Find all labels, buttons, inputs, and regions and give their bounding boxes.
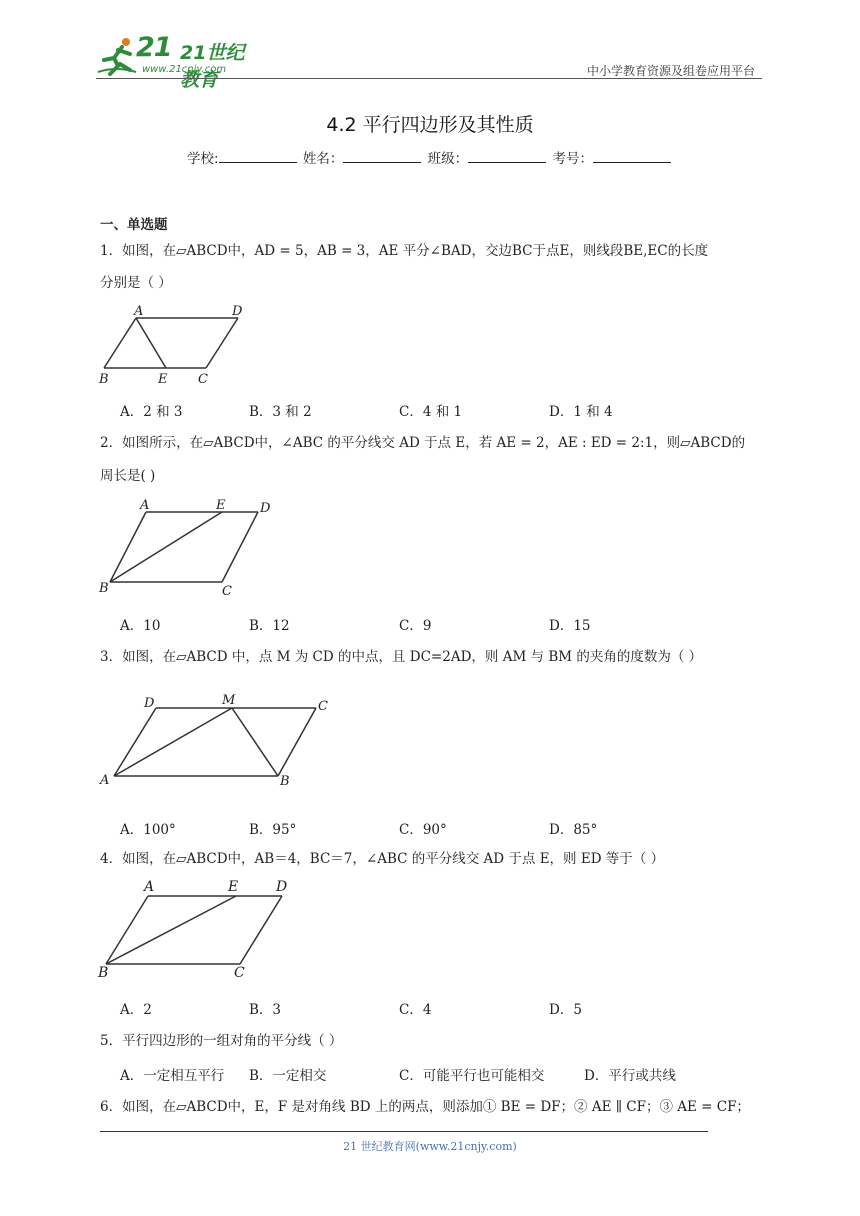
option-b[interactable]: B．一定相交 [249,1068,327,1084]
label-B: B [98,965,109,981]
exam-no-field[interactable] [593,149,671,163]
name-label: 姓名： [302,151,344,167]
option-d[interactable]: D．15 [549,618,591,634]
label-D: D [260,501,271,516]
figure-q2 [98,496,278,599]
question-text: 平行四边形的一组对角的平分线（ ） [122,1033,343,1049]
label-C: C [198,372,208,387]
label-C: C [318,699,328,714]
question-text: 如图，在▱ABCD 中，点 M 为 CD 的中点，且 DC=2AD，则 AM 与 BM 的夹角的度数为（ ） [122,649,703,665]
footer-divider [100,1131,708,1132]
question-number: 3． [100,649,123,665]
label-E: E [216,498,226,513]
figure-q4 [98,876,298,982]
label-E: E [228,879,239,895]
school-field[interactable] [219,149,297,163]
footer-text[interactable]: 21 世纪教育网(www.21cnjy.com) [343,1140,517,1153]
figure-q1 [98,304,278,386]
label-A: A [134,304,144,319]
header-divider [96,78,762,79]
question-2-line2: 周长是( ) [100,468,156,484]
question-text: 如图，在▱ABCD中，AD = 5，AB = 3，AE 平分∠BAD，交边BC于点E，则线段BE,EC的长度 [122,243,709,259]
option-b[interactable]: B．12 [249,618,290,634]
label-B: B [99,372,109,387]
name-field[interactable] [343,149,421,163]
question-5 [100,1030,765,1052]
class-label: 班级： [427,151,469,167]
option-c[interactable]: C．可能平行也可能相交 [399,1068,545,1084]
option-b[interactable]: B．3 和 2 [249,404,312,420]
label-A: A [144,879,155,895]
question-number: 5． [100,1033,123,1049]
label-A: A [100,773,110,788]
option-d[interactable]: D．1 和 4 [549,404,613,420]
label-B: B [280,774,290,789]
logo-text: 21世纪教育 [180,42,245,91]
option-a[interactable]: A．10 [120,618,161,634]
option-b[interactable]: B．3 [249,1002,282,1018]
figure-q3 [98,688,338,792]
logo-number: 21 [136,32,172,63]
option-a[interactable]: A．2 和 3 [120,404,183,420]
question-1-line2: 分别是（ ） [100,275,172,291]
option-d[interactable]: D．平行或共线 [584,1068,676,1084]
label-D: D [276,879,288,895]
question-1 [100,240,765,262]
label-C: C [234,965,245,981]
class-field[interactable] [468,149,546,163]
option-d[interactable]: D．5 [549,1002,582,1018]
label-M: M [222,693,236,708]
label-B: B [99,581,109,596]
question-2 [100,432,765,454]
question-number: 1． [100,243,123,259]
question-text: 如图所示，在▱ABCD中，∠ABC 的平分线交 AD 于点 E，若 AE = 2，AE : ED = 2:1，则▱ABCD的 [122,435,746,451]
logo-url: www.21cnjy.com [142,64,227,75]
option-c[interactable]: C．4 [399,1002,432,1018]
option-d[interactable]: D．85° [549,822,598,838]
option-a[interactable]: A．2 [120,1002,152,1018]
option-c[interactable]: C．9 [399,618,432,634]
option-a[interactable]: A．一定相互平行 [120,1068,225,1084]
exam-no-label: 考号： [552,151,593,167]
option-b[interactable]: B．95° [249,822,297,838]
option-a[interactable]: A．100° [120,822,176,838]
label-D: D [232,304,243,319]
student-info-line [0,147,860,167]
label-C: C [222,584,232,599]
question-text: 如图，在▱ABCD中，E，F 是对角线 BD 上的两点，则添加① BE = DF；② AE ∥ CF；③ AE = CF； [122,1099,750,1115]
question-number: 6． [100,1099,123,1115]
question-6 [100,1096,765,1118]
label-E: E [158,372,168,387]
logo [96,32,256,91]
section-heading: 一、单选题 [100,217,168,233]
runner-logo-icon [96,36,140,76]
question-4 [100,848,765,870]
question-number: 4． [100,851,123,867]
question-text: 如图，在▱ABCD中，AB＝4，BC＝7，∠ABC 的平分线交 AD 于点 E，则 ED 等于（ ） [122,851,665,867]
question-number: 2． [100,435,123,451]
label-D: D [144,696,155,711]
header-platform-text: 中小学教育资源及组卷应用平台 [586,64,755,78]
option-c[interactable]: C．90° [399,822,447,838]
option-c[interactable]: C．4 和 1 [399,404,463,420]
label-A: A [140,498,150,513]
school-label: 学校: [187,151,219,167]
question-3 [100,646,765,668]
page-title: 4.2 平行四边形及其性质 [326,114,534,136]
